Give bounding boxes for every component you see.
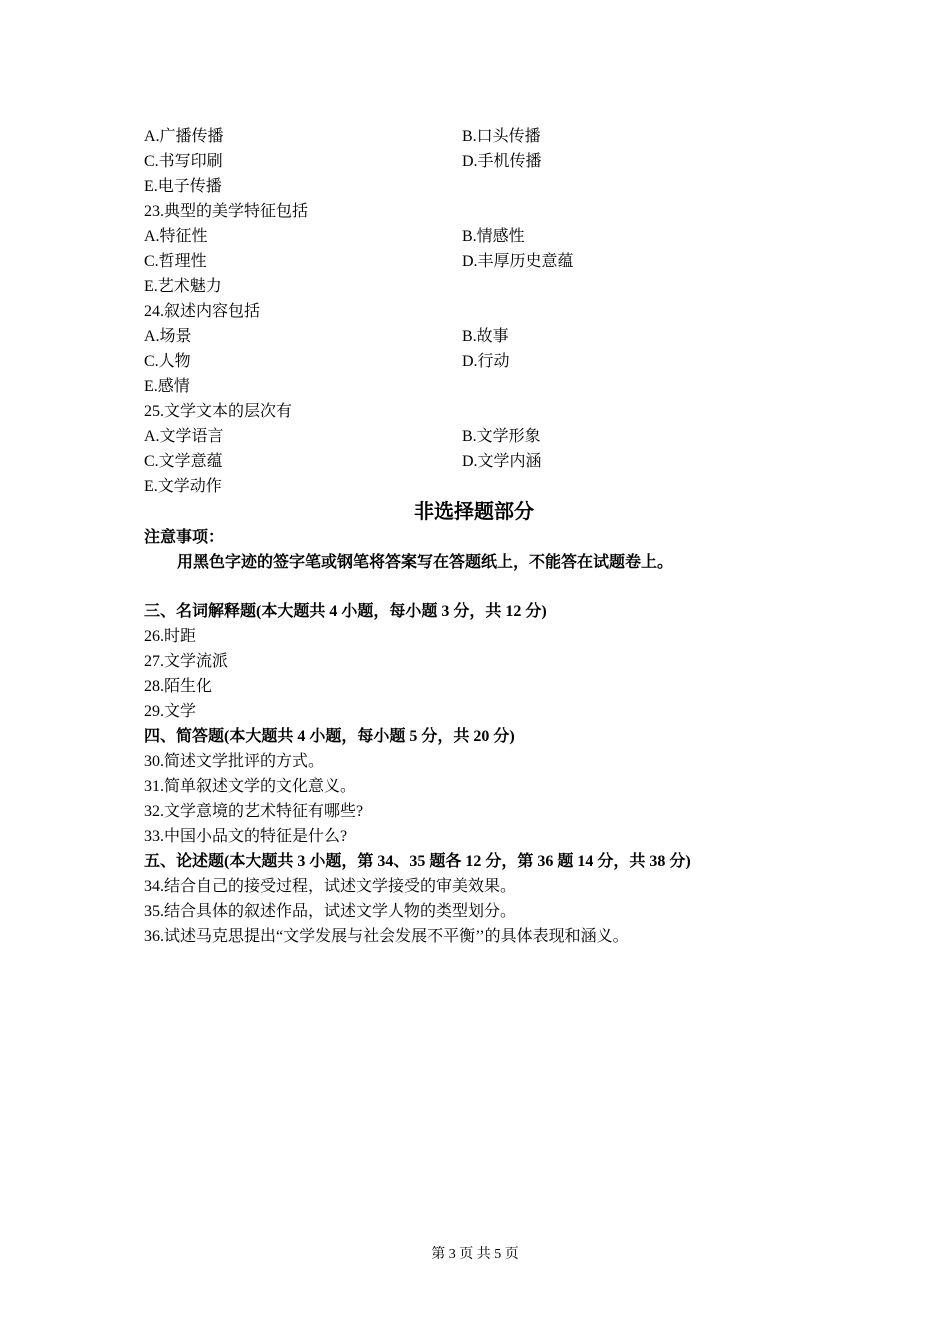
notice-text: 用黑色字迹的签字笔或钢笔将答案写在答题纸上，不能答在试题卷上。 — [177, 554, 674, 571]
option-b: B.故事 — [462, 328, 509, 345]
question-item: 27.文学流派 — [144, 653, 229, 670]
question-item: 29.文学 — [144, 703, 197, 720]
option-b: B.情感性 — [462, 228, 525, 245]
option-a: A.场景 — [144, 328, 192, 345]
spacer — [144, 575, 844, 599]
section-title: 非选择题部分 — [414, 501, 534, 523]
option-e: E.文学动作 — [144, 478, 222, 495]
options-row — [144, 324, 844, 349]
question-item: 31.简单叙述文学的文化意义。 — [144, 778, 357, 795]
option-a: A.特征性 — [144, 228, 208, 245]
option-c: C.书写印刷 — [144, 153, 223, 170]
question-stem: 23.典型的美学特征包括 — [144, 203, 309, 220]
option-c: C.文学意蕴 — [144, 453, 223, 470]
options-row — [144, 449, 844, 474]
notice-label: 注意事项： — [144, 529, 225, 546]
option-d: D.文学内涵 — [462, 453, 542, 470]
question-item: 32.文学意境的艺术特征有哪些? — [144, 803, 364, 820]
option-d: D.丰厚历史意蕴 — [462, 253, 574, 270]
section-heading: 三、名词解释题(本大题共 4 小题，每小题 3 分，共 12 分) — [144, 603, 547, 620]
option-b: B.文学形象 — [462, 428, 541, 445]
section-heading: 四、简答题(本大题共 4 小题，每小题 5 分，共 20 分) — [144, 728, 515, 745]
option-e: E.艺术魅力 — [144, 278, 222, 295]
question-item: 34.结合自己的接受过程，试述文学接受的审美效果。 — [144, 878, 517, 895]
question-item: 33.中国小品文的特征是什么? — [144, 828, 348, 845]
option-e: E.感情 — [144, 378, 190, 395]
option-a: A.文学语言 — [144, 428, 224, 445]
option-e: E.电子传播 — [144, 178, 222, 195]
options-row — [144, 249, 844, 274]
option-c: C.人物 — [144, 353, 191, 370]
page-number: 第 3 页 共 5 页 — [431, 1247, 519, 1262]
question-item: 26.时距 — [144, 628, 197, 645]
options-row — [144, 349, 844, 374]
option-a: A.广播传播 — [144, 128, 224, 145]
option-c: C.哲理性 — [144, 253, 207, 270]
question-item: 30.简述文学批评的方式。 — [144, 753, 325, 770]
section-heading: 五、论述题(本大题共 3 小题，第 34、35 题各 12 分，第 36 题 14 分，共 38 分) — [144, 853, 691, 870]
options-row — [144, 124, 844, 149]
question-stem: 25.文学文本的层次有 — [144, 403, 293, 420]
exam-page — [144, 124, 844, 949]
question-stem: 24.叙述内容包括 — [144, 303, 261, 320]
option-d: D.手机传播 — [462, 153, 542, 170]
options-row — [144, 224, 844, 249]
question-item: 28.陌生化 — [144, 678, 213, 695]
question-item: 35.结合具体的叙述作品，试述文学人物的类型划分。 — [144, 903, 517, 920]
option-b: B.口头传播 — [462, 128, 541, 145]
option-d: D.行动 — [462, 353, 510, 370]
options-row — [144, 149, 844, 174]
question-item: 36.试述马克思提出“文学发展与社会发展不平衡’’的具体表现和涵义。 — [144, 928, 629, 945]
options-row — [144, 424, 844, 449]
